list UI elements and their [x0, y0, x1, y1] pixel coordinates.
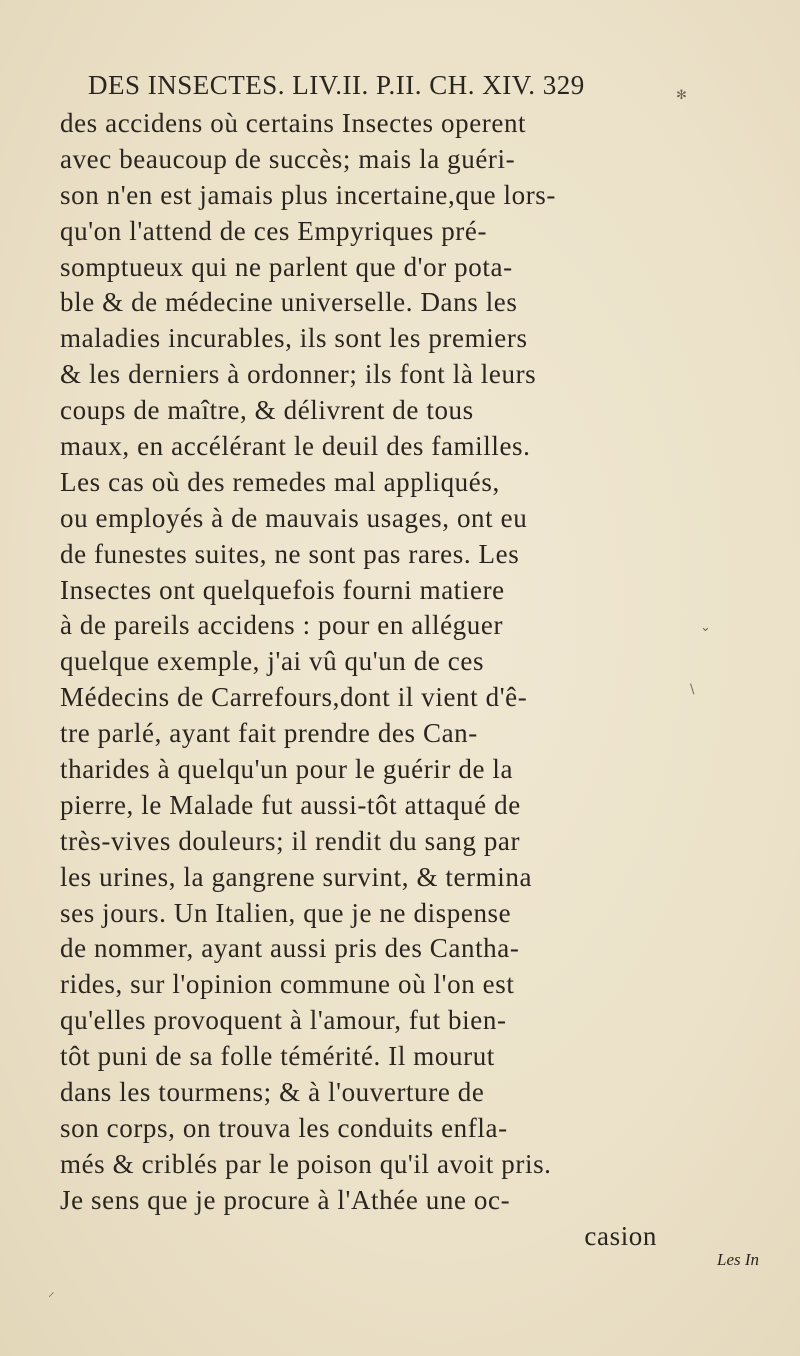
ink-speck: ⌄	[700, 620, 711, 635]
text-line: somptueux qui ne parlent que d'or pota-	[60, 251, 513, 282]
text-line: rides, sur l'opinion commune où l'on est	[60, 969, 515, 1000]
text-line: de nommer, ayant aussi pris des Cantha-	[60, 933, 520, 964]
ink-speck: ✻	[676, 88, 687, 103]
text-line: ble & de médecine universelle. Dans les	[60, 287, 518, 318]
text-line: qu'on l'attend de ces Empyriques pré-	[60, 215, 488, 246]
ink-speck: ⸝	[48, 1285, 55, 1300]
text-line: tôt puni de sa folle témérité. Il mourut	[60, 1041, 495, 1072]
text-line: les urines, la gangrene survint, & termina	[60, 861, 533, 892]
ink-speck: \	[690, 682, 695, 697]
text-line: pierre, le Malade fut aussi-tôt attaqué de	[60, 789, 521, 820]
text-line: dans les tourmens; & à l'ouverture de	[60, 1077, 485, 1108]
text-line: més & criblés par le poison qu'il avoit pris.	[60, 1148, 552, 1179]
text-line: coups de maître, & délivrent de tous	[60, 395, 474, 426]
text-line: son n'en est jamais plus incertaine,que lors-	[60, 179, 556, 210]
text-line: tharides à quelqu'un pour le guérir de la	[60, 754, 514, 785]
text-line: ou employés à de mauvais usages, ont eu	[60, 502, 528, 533]
text-line: & les derniers à ordonner; ils font là leurs	[60, 359, 537, 390]
text-line: Je sens que je procure à l'Athée une oc-	[60, 1184, 511, 1215]
text-line: Médecins de Carrefours,dont il vient d'ê-	[60, 682, 528, 713]
body-text	[60, 106, 665, 1255]
text-line: des accidens où certains Insectes operent	[60, 108, 527, 138]
text-line: ses jours. Un Italien, que je ne dispense	[60, 897, 512, 928]
text-line: très-vives douleurs; il rendit du sang par	[60, 825, 521, 856]
text-line: à de pareils accidens : pour en alléguer	[60, 610, 504, 641]
catchword: casion	[584, 1220, 657, 1251]
text-line: avec beaucoup de succès; mais la guéri-	[60, 143, 516, 174]
text-line: Les cas où des remedes mal appliqués,	[60, 466, 500, 497]
text-line: tre parlé, ayant fait prendre des Can-	[60, 718, 478, 749]
text-line: qu'elles provoquent à l'amour, fut bien-	[60, 1005, 507, 1036]
text-line: maladies incurables, ils sont les premiers	[60, 323, 528, 354]
running-head: DES INSECTES. LIV.II. P.II. CH. XIV. 329	[88, 70, 585, 100]
text-line: quelque exemple, j'ai vû qu'un de ces	[60, 646, 485, 677]
text-line: Insectes ont quelquefois fourni matiere	[60, 574, 505, 605]
text-line: de funestes suites, ne sont pas rares. Les	[60, 538, 520, 569]
text-line: son corps, on trouva les conduits enfla-	[60, 1112, 508, 1143]
text-line: maux, en accélérant le deuil des familles.	[60, 431, 531, 462]
margin-note: Les In	[717, 1250, 760, 1269]
